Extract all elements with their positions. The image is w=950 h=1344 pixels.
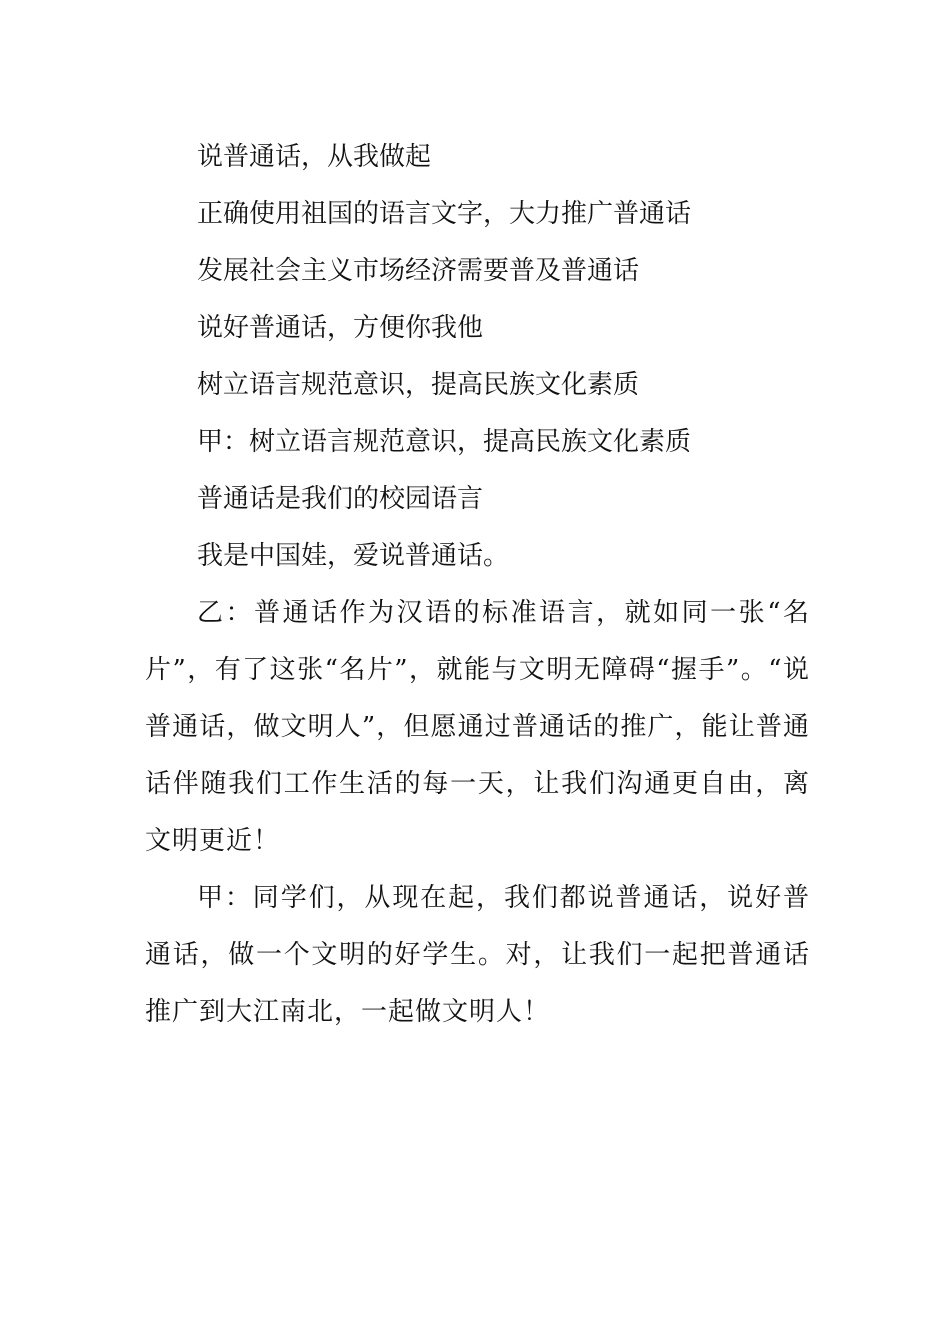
slogan-line: 普通话是我们的校园语言 <box>197 484 484 514</box>
slogan-line: 正确使用祖国的语言文字，大力推广普通话 <box>197 199 692 229</box>
dialogue-line: 甲：树立语言规范意识，提高民族文化素质 <box>197 427 692 457</box>
document-body <box>145 129 810 1041</box>
dialogue-paragraph: 乙：普通话作为汉语的标准语言，就如同一张“名片”，有了这张“名片”，就能与文明无障碍“握手”。“说普通话，做文明人”，但愿通过普通话的推广，能让普通话伴随我们工作生活的每一天，让我们沟通更自由，离文明更近！ <box>145 598 810 856</box>
slogan-line: 发展社会主义市场经济需要普及普通话 <box>197 256 640 286</box>
slogan-line: 说好普通话，方便你我他 <box>197 313 484 343</box>
dialogue-paragraph: 甲：同学们，从现在起，我们都说普通话，说好普通话，做一个文明的好学生。对，让我们一起把普通话推广到大江南北，一起做文明人！ <box>145 883 810 1027</box>
slogan-line: 我是中国娃，爱说普通话。 <box>197 541 510 571</box>
slogan-line: 树立语言规范意识，提高民族文化素质 <box>197 370 640 400</box>
slogan-line: 说普通话，从我做起 <box>197 142 432 172</box>
